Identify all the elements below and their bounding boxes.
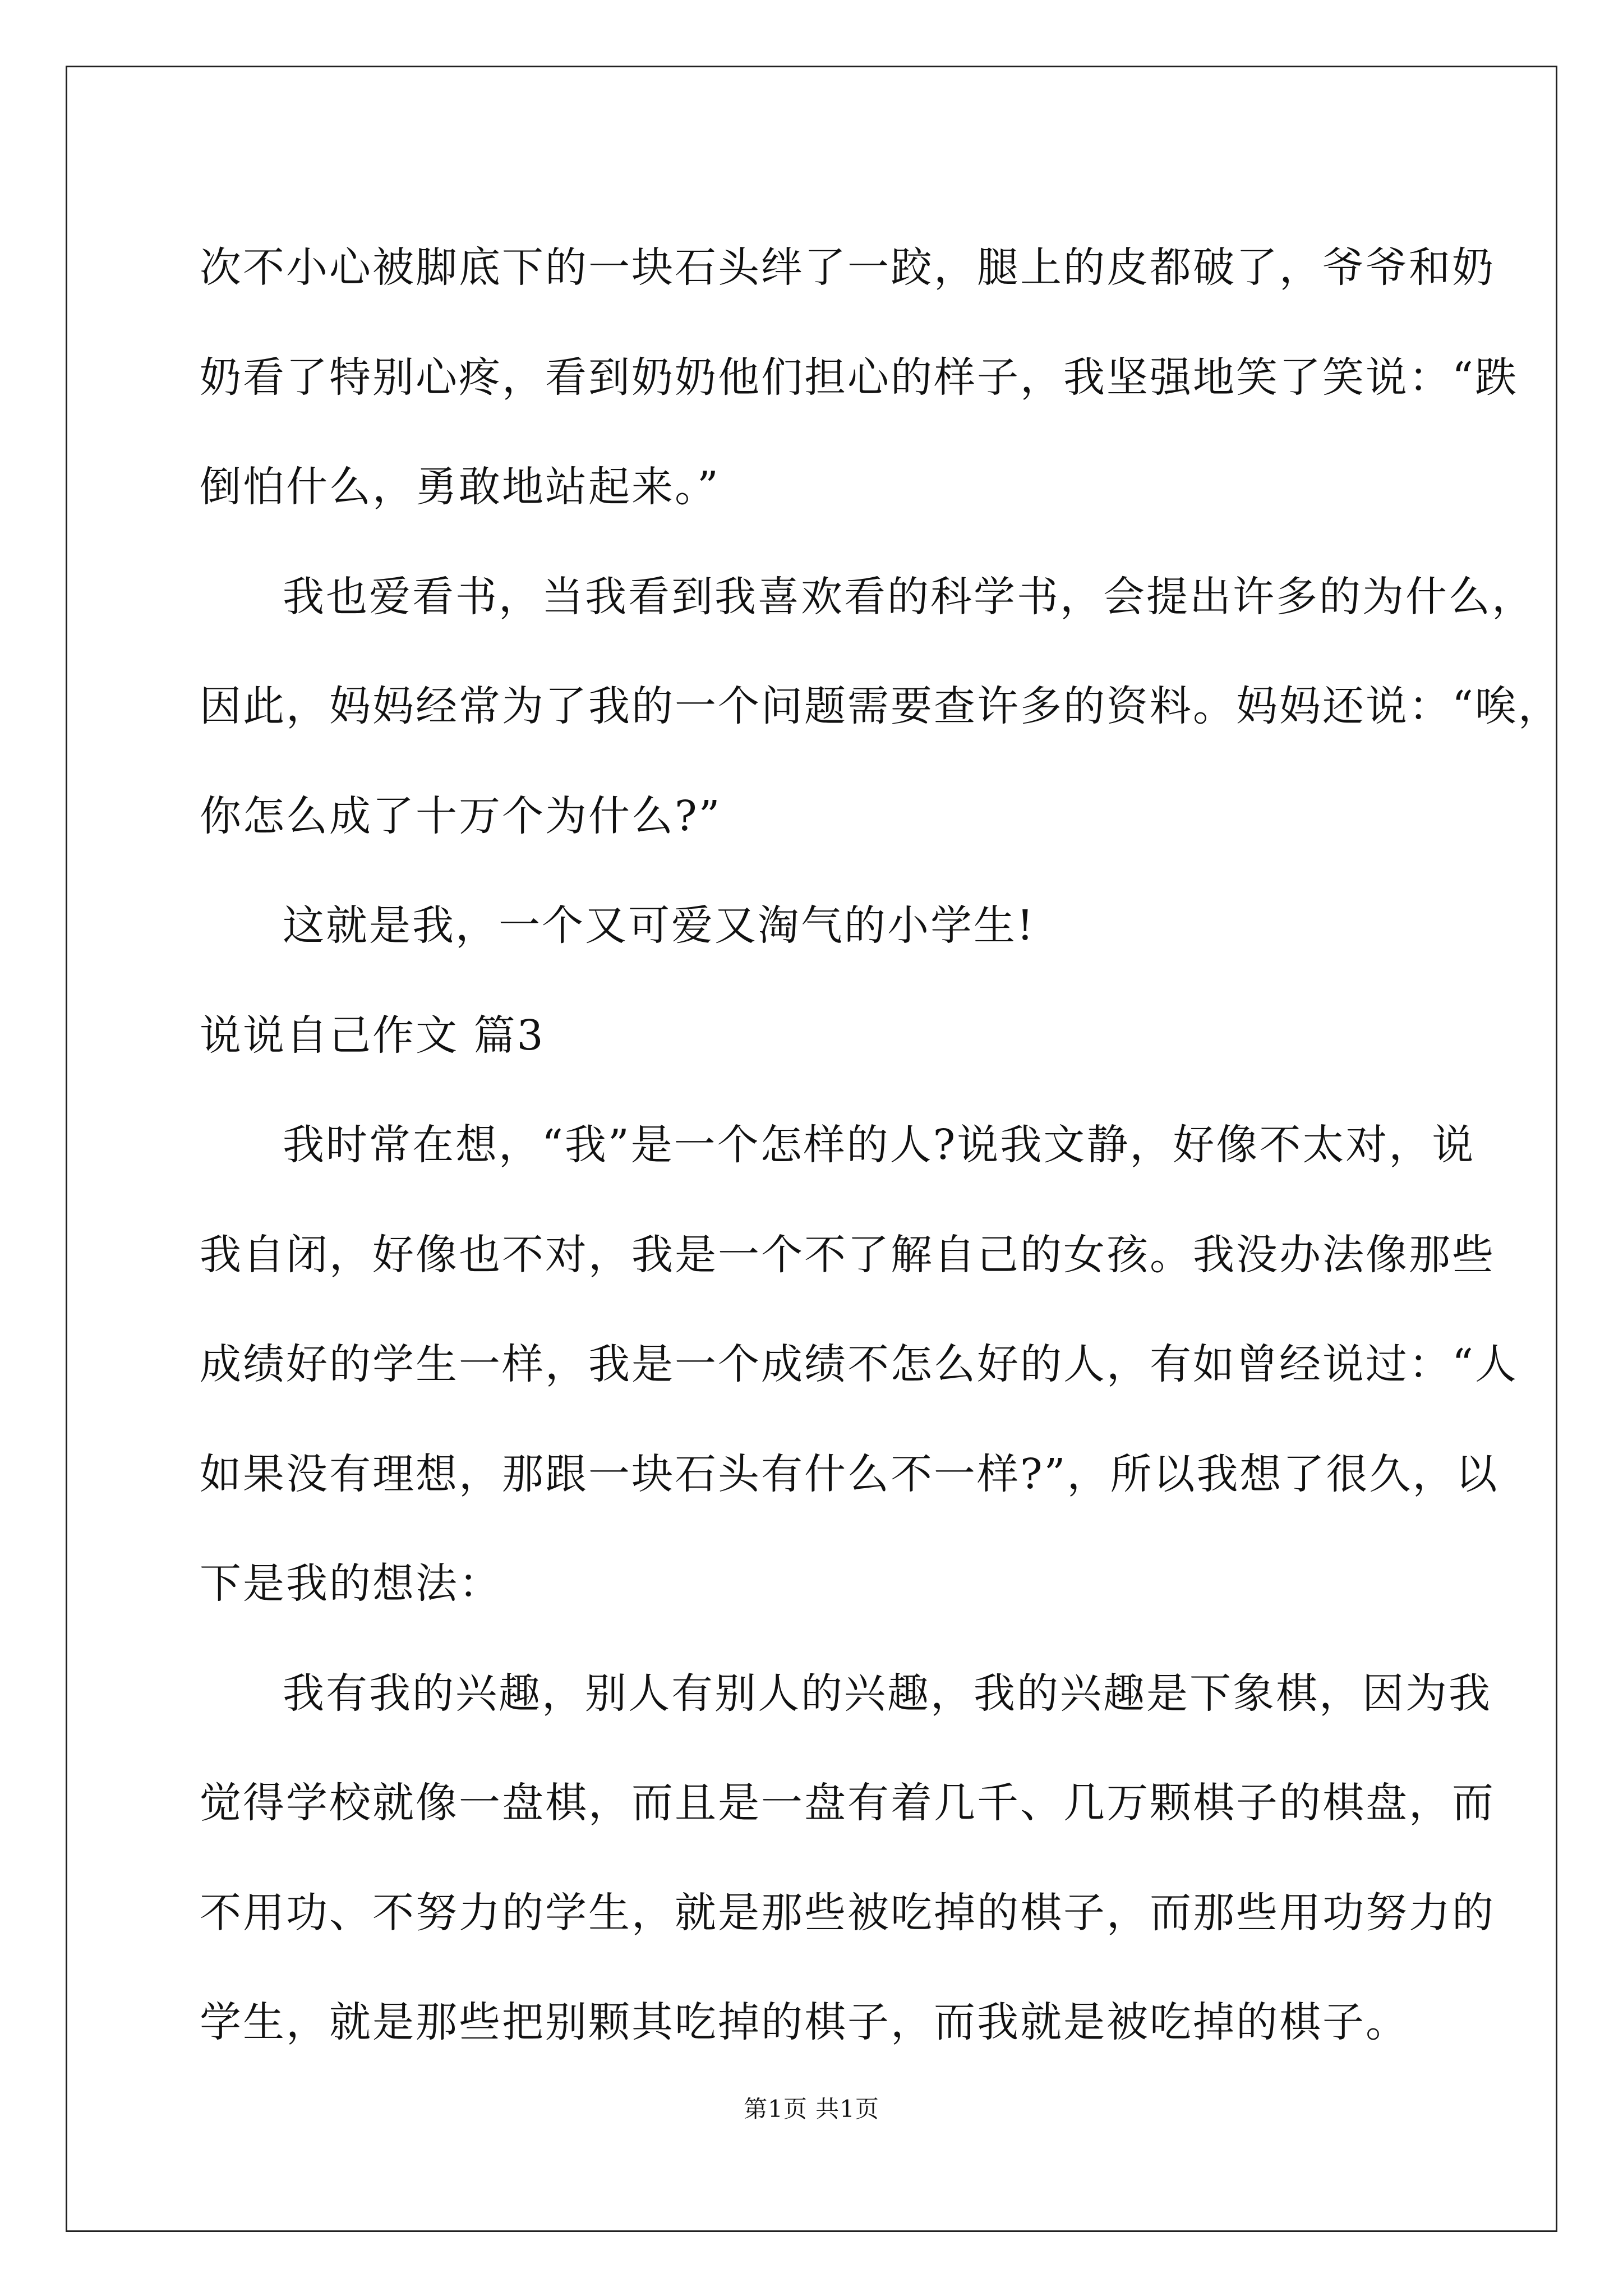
document-body [200, 213, 1561, 2078]
text-line: 倒怕什么，勇敢地站起来。” [200, 463, 720, 511]
text-line: 下是我的想法： [200, 1559, 502, 1608]
page-number-footer: 第1页 共1页 [744, 2095, 879, 2123]
text-line: 我有我的兴趣，别人有别人的兴趣，我的兴趣是下象棋，因为我 [283, 1669, 1492, 1718]
text-line: 我时常在想，“我”是一个怎样的人?说我文静，好像不太对，说 [283, 1121, 1476, 1169]
text-line: 这就是我，一个又可爱又淘气的小学生! [283, 901, 1035, 950]
text-line: 我自闭，好像也不对，我是一个不了解自己的女孩。我没办法像那些 [200, 1230, 1495, 1279]
text-line: 觉得学校就像一盘棋，而且是一盘有着几千、几万颗棋子的棋盘，而 [200, 1779, 1495, 1827]
text-line: 我也爱看书，当我看到我喜欢看的科学书，会提出许多的为什么， [283, 572, 1535, 621]
text-line: 因此，妈妈经常为了我的一个问题需要查许多的资料。妈妈还说：“唉， [200, 682, 1561, 730]
text-line: 你怎么成了十万个为什么?” [200, 792, 722, 840]
text-line: 次不小心被脚底下的一块石头绊了一跤，腿上的皮都破了，爷爷和奶 [200, 243, 1495, 292]
text-line: 奶看了特别心疼，看到奶奶他们担心的样子，我坚强地笑了笑说：“跌 [200, 353, 1518, 402]
text-line: 如果没有理想，那跟一块石头有什么不一样?”，所以我想了很久，以 [200, 1450, 1499, 1498]
text-line: 成绩好的学生一样，我是一个成绩不怎么好的人，有如曾经说过：“人 [200, 1340, 1518, 1388]
section-heading: 说说自己作文 篇3 [200, 1011, 545, 1060]
text-line: 不用功、不努力的学生，就是那些被吃掉的棋子，而那些用功努力的 [200, 1888, 1495, 1937]
text-line: 学生，就是那些把别颗其吃掉的棋子，而我就是被吃掉的棋子。 [200, 1998, 1409, 2046]
